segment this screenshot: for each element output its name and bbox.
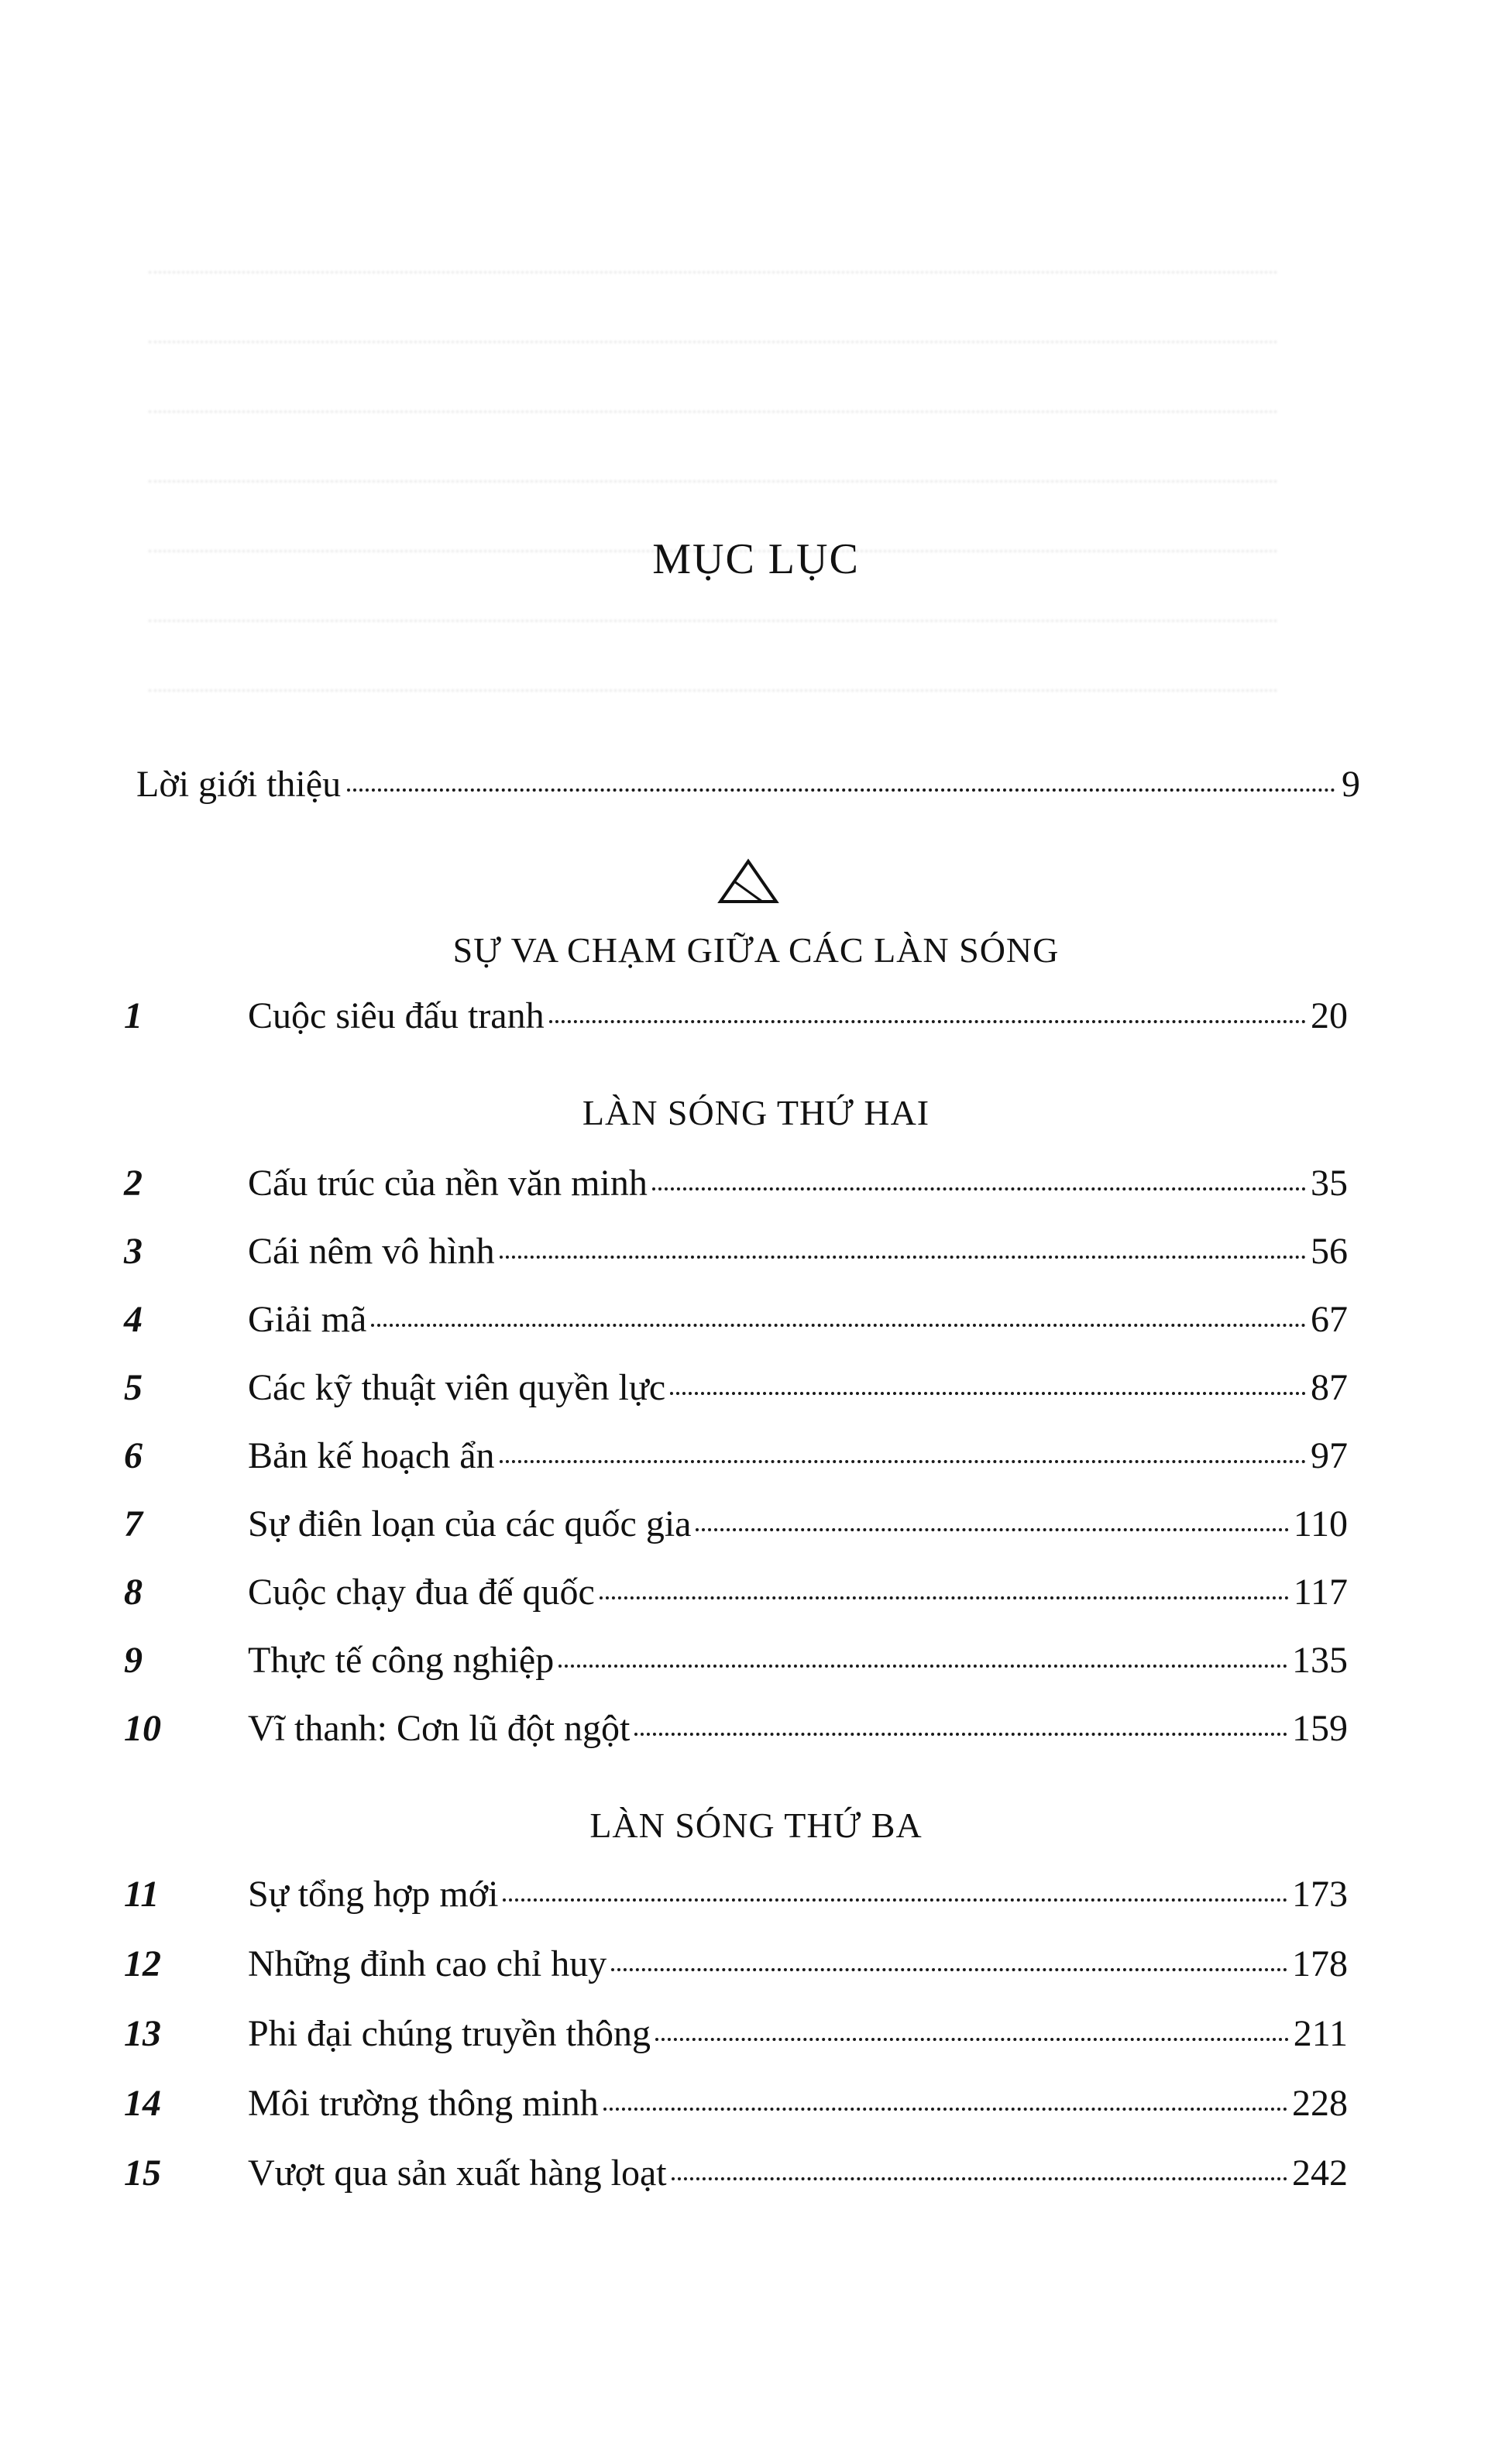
chapter-title: Cuộc siêu đấu tranh — [248, 995, 545, 1036]
chapter-title: Những đỉnh cao chỉ huy — [248, 1943, 607, 1984]
bleed-through-line — [139, 271, 1348, 273]
toc-entry — [116, 1230, 1348, 1273]
toc-entry — [116, 2082, 1348, 2125]
chapter-title: Cuộc chạy đua đế quốc — [248, 1572, 595, 1613]
chapter-title: Vĩ thanh: Cơn lũ đột ngột — [248, 1708, 631, 1749]
chapter-number: 2 — [124, 1163, 143, 1204]
page-number: 56 — [1311, 1231, 1348, 1272]
chapter-title: Môi trường thông minh — [248, 2083, 599, 2124]
chapter-number: 4 — [124, 1299, 143, 1340]
dot-leader — [670, 1392, 1306, 1395]
toc-entry — [116, 1707, 1348, 1750]
bleed-through-line — [139, 411, 1348, 413]
chapter-title: Thực tế công nghiệp — [248, 1640, 555, 1681]
chapter-number: 3 — [124, 1231, 143, 1272]
bleed-through-line — [139, 480, 1348, 483]
chapter-number: 7 — [124, 1503, 143, 1544]
dot-leader — [652, 1187, 1306, 1190]
intro-entry — [136, 763, 1360, 806]
chapter-number: 11 — [124, 1874, 160, 1915]
toc-entry — [116, 1298, 1348, 1341]
section-heading: LÀN SÓNG THỨ BA — [589, 1805, 923, 1845]
chapter-title: Cái nêm vô hình — [248, 1231, 495, 1272]
chapter-title: Bản kế hoạch ẩn — [248, 1435, 495, 1476]
toc-entry — [116, 1162, 1348, 1204]
dot-leader — [603, 2108, 1287, 2111]
page-title: MỤC LỤC — [652, 535, 860, 583]
page-number: 20 — [1311, 995, 1348, 1036]
chapter-title: Giải mã — [248, 1299, 367, 1340]
page-number: 135 — [1292, 1640, 1348, 1681]
bleed-through-line — [139, 689, 1348, 692]
chapter-number: 10 — [124, 1708, 161, 1749]
dot-leader — [600, 1596, 1289, 1599]
chapter-title: Các kỹ thuật viên quyền lực — [248, 1367, 666, 1408]
dot-leader — [503, 1898, 1287, 1902]
dot-leader — [371, 1324, 1306, 1327]
section-heading: SỰ VA CHẠM GIỮA CÁC LÀN SÓNG — [452, 930, 1060, 970]
toc-entry — [116, 995, 1348, 1037]
chapter-number: 1 — [124, 995, 143, 1036]
page-number: 67 — [1311, 1299, 1348, 1340]
page-number: 87 — [1311, 1367, 1348, 1408]
chapter-title: Sự điên loạn của các quốc gia — [248, 1503, 692, 1544]
chapter-number: 12 — [124, 1943, 161, 1984]
chapter-number: 13 — [124, 2013, 161, 2054]
intro-page: 9 — [1342, 764, 1360, 805]
chapter-title: Vượt qua sản xuất hàng loạt — [248, 2152, 667, 2194]
page-number: 110 — [1293, 1503, 1348, 1544]
page-number: 97 — [1311, 1435, 1348, 1476]
toc-entry — [116, 2012, 1348, 2055]
toc-entry — [116, 1943, 1348, 1985]
dot-leader — [611, 1968, 1287, 1971]
page-number: 211 — [1293, 2013, 1348, 2054]
toc-entry — [116, 1434, 1348, 1477]
page-number: 178 — [1292, 1943, 1348, 1984]
dot-leader — [549, 1020, 1306, 1023]
chapter-title: Phi đại chúng truyền thông — [248, 2013, 651, 2054]
chapter-number: 15 — [124, 2152, 161, 2194]
chapter-number: 14 — [124, 2083, 161, 2124]
bleed-through-line — [139, 620, 1348, 622]
chapter-title: Cấu trúc của nền văn minh — [248, 1163, 648, 1204]
toc-entry — [116, 1571, 1348, 1613]
toc-entry — [116, 2152, 1348, 2194]
page-number: 159 — [1292, 1708, 1348, 1749]
bleed-through-line — [139, 341, 1348, 343]
toc-entry — [116, 1639, 1348, 1682]
chapter-number: 5 — [124, 1367, 143, 1408]
toc-entry — [116, 1366, 1348, 1409]
section-heading: LÀN SÓNG THỨ HAI — [582, 1093, 930, 1132]
page-number: 117 — [1293, 1572, 1348, 1613]
chapter-number: 8 — [124, 1572, 143, 1613]
dot-leader — [347, 789, 1335, 792]
dot-leader — [500, 1460, 1306, 1463]
dot-leader — [655, 2038, 1289, 2041]
intro-label: Lời giới thiệu — [136, 764, 342, 805]
page-number: 242 — [1292, 2152, 1348, 2194]
dot-leader — [558, 1665, 1287, 1668]
dot-leader — [500, 1256, 1306, 1259]
chapter-number: 6 — [124, 1435, 143, 1476]
dot-leader — [634, 1733, 1287, 1736]
dot-leader — [696, 1528, 1288, 1531]
toc-entry — [116, 1873, 1348, 1915]
chapter-title: Sự tổng hợp mới — [248, 1874, 499, 1915]
triangle-ornament-icon — [717, 858, 779, 905]
toc-entry — [116, 1503, 1348, 1545]
dot-leader — [672, 2177, 1287, 2180]
page-number: 228 — [1292, 2083, 1348, 2124]
page-number: 35 — [1311, 1163, 1348, 1204]
page-number: 173 — [1292, 1874, 1348, 1915]
chapter-number: 9 — [124, 1640, 143, 1681]
